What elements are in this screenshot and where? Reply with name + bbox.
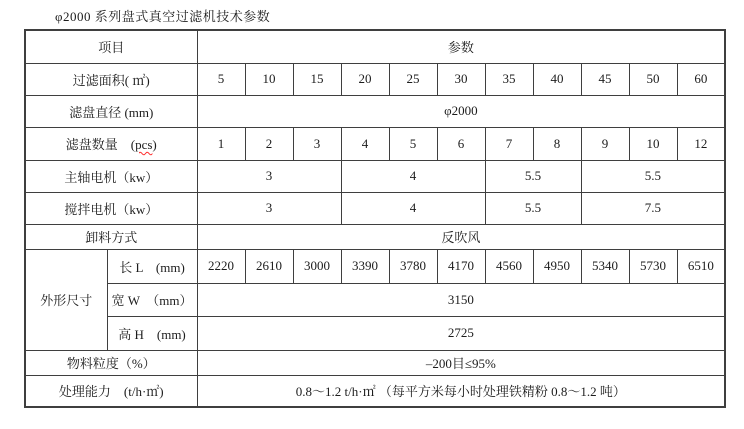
row-dim-length xyxy=(25,249,725,283)
row-label-agitator-motor: 搅拌电机（kw） xyxy=(25,192,197,224)
spec-table xyxy=(24,29,726,408)
discharge-value: 反吹风 xyxy=(197,224,725,249)
table-cell: 4 xyxy=(341,127,389,160)
table-cell: 3000 xyxy=(293,249,341,283)
table-cell: 3780 xyxy=(389,249,437,283)
table-cell: 4560 xyxy=(485,249,533,283)
table-cell: 7.5 xyxy=(581,192,725,224)
table-cell: 25 xyxy=(389,63,437,95)
row-disc-diameter xyxy=(25,95,725,127)
table-cell: 7 xyxy=(485,127,533,160)
disc-diameter-value: φ2000 xyxy=(197,95,725,127)
row-label-dim-height: 高 H (mm) xyxy=(107,316,197,350)
table-cell: 2220 xyxy=(197,249,245,283)
table-cell: 4 xyxy=(341,192,485,224)
table-cell: 6510 xyxy=(677,249,725,283)
row-label-disc-diameter: 滤盘直径 (mm) xyxy=(25,95,197,127)
disc-count-label-spellcheck: pcs xyxy=(135,137,153,152)
table-cell: 5 xyxy=(389,127,437,160)
header-param-cell: 参数 xyxy=(197,30,725,63)
row-agitator-motor xyxy=(25,192,725,224)
row-capacity xyxy=(25,375,725,407)
row-label-disc-count xyxy=(25,127,197,160)
table-cell: 4170 xyxy=(437,249,485,283)
table-cell: 3 xyxy=(197,192,341,224)
row-label-particle-size: 物料粒度（%） xyxy=(25,350,197,375)
header-row xyxy=(25,30,725,63)
table-cell: 3390 xyxy=(341,249,389,283)
disc-count-label-pre: 滤盘数量 ( xyxy=(65,137,136,152)
particle-size-value: –200目≤95% xyxy=(197,350,725,375)
capacity-value: 0.8～1.2 t/h·㎡ （每平方米每小时处理铁精粉 0.8～1.2 吨） xyxy=(197,375,725,407)
table-cell: 45 xyxy=(581,63,629,95)
table-cell: 50 xyxy=(629,63,677,95)
table-cell: 8 xyxy=(533,127,581,160)
row-discharge xyxy=(25,224,725,249)
row-label-capacity: 处理能力 (t/h·㎡) xyxy=(25,375,197,407)
table-cell: 2610 xyxy=(245,249,293,283)
dim-height-value: 2725 xyxy=(197,316,725,350)
table-cell: 30 xyxy=(437,63,485,95)
table-cell: 20 xyxy=(341,63,389,95)
row-label-filter-area: 过滤面积( ㎡) xyxy=(25,63,197,95)
table-cell: 5.5 xyxy=(581,160,725,192)
table-cell: 1 xyxy=(197,127,245,160)
row-label-discharge: 卸料方式 xyxy=(25,224,197,249)
page-title: φ2000 系列盘式真空过滤机技术参数 xyxy=(55,9,271,24)
table-cell: 60 xyxy=(677,63,725,95)
table-cell: 3 xyxy=(197,160,341,192)
header-item-cell: 项目 xyxy=(25,30,197,63)
table-cell: 6 xyxy=(437,127,485,160)
table-cell: 10 xyxy=(245,63,293,95)
table-cell: 4950 xyxy=(533,249,581,283)
row-dim-width xyxy=(25,283,725,316)
disc-count-label-post: ) xyxy=(152,137,157,152)
table-cell: 40 xyxy=(533,63,581,95)
table-cell: 5 xyxy=(197,63,245,95)
table-cell: 10 xyxy=(629,127,677,160)
table-cell: 5.5 xyxy=(485,192,581,224)
table-cell: 5.5 xyxy=(485,160,581,192)
table-cell: 3 xyxy=(293,127,341,160)
row-label-dim-length: 长 L (mm) xyxy=(107,249,197,283)
table-cell: 5340 xyxy=(581,249,629,283)
table-cell: 4 xyxy=(341,160,485,192)
table-cell: 15 xyxy=(293,63,341,95)
row-filter-area xyxy=(25,63,725,95)
row-label-main-motor: 主轴电机（kw） xyxy=(25,160,197,192)
row-label-dim-width: 宽 W （mm） xyxy=(107,283,197,316)
row-disc-count xyxy=(25,127,725,160)
row-label-dimensions: 外形尺寸 xyxy=(25,249,107,350)
table-cell: 5730 xyxy=(629,249,677,283)
table-cell: 12 xyxy=(677,127,725,160)
table-cell: 2 xyxy=(245,127,293,160)
table-cell: 9 xyxy=(581,127,629,160)
row-dim-height xyxy=(25,316,725,350)
row-particle-size xyxy=(25,350,725,375)
dim-width-value: 3150 xyxy=(197,283,725,316)
row-main-motor xyxy=(25,160,725,192)
table-cell: 35 xyxy=(485,63,533,95)
